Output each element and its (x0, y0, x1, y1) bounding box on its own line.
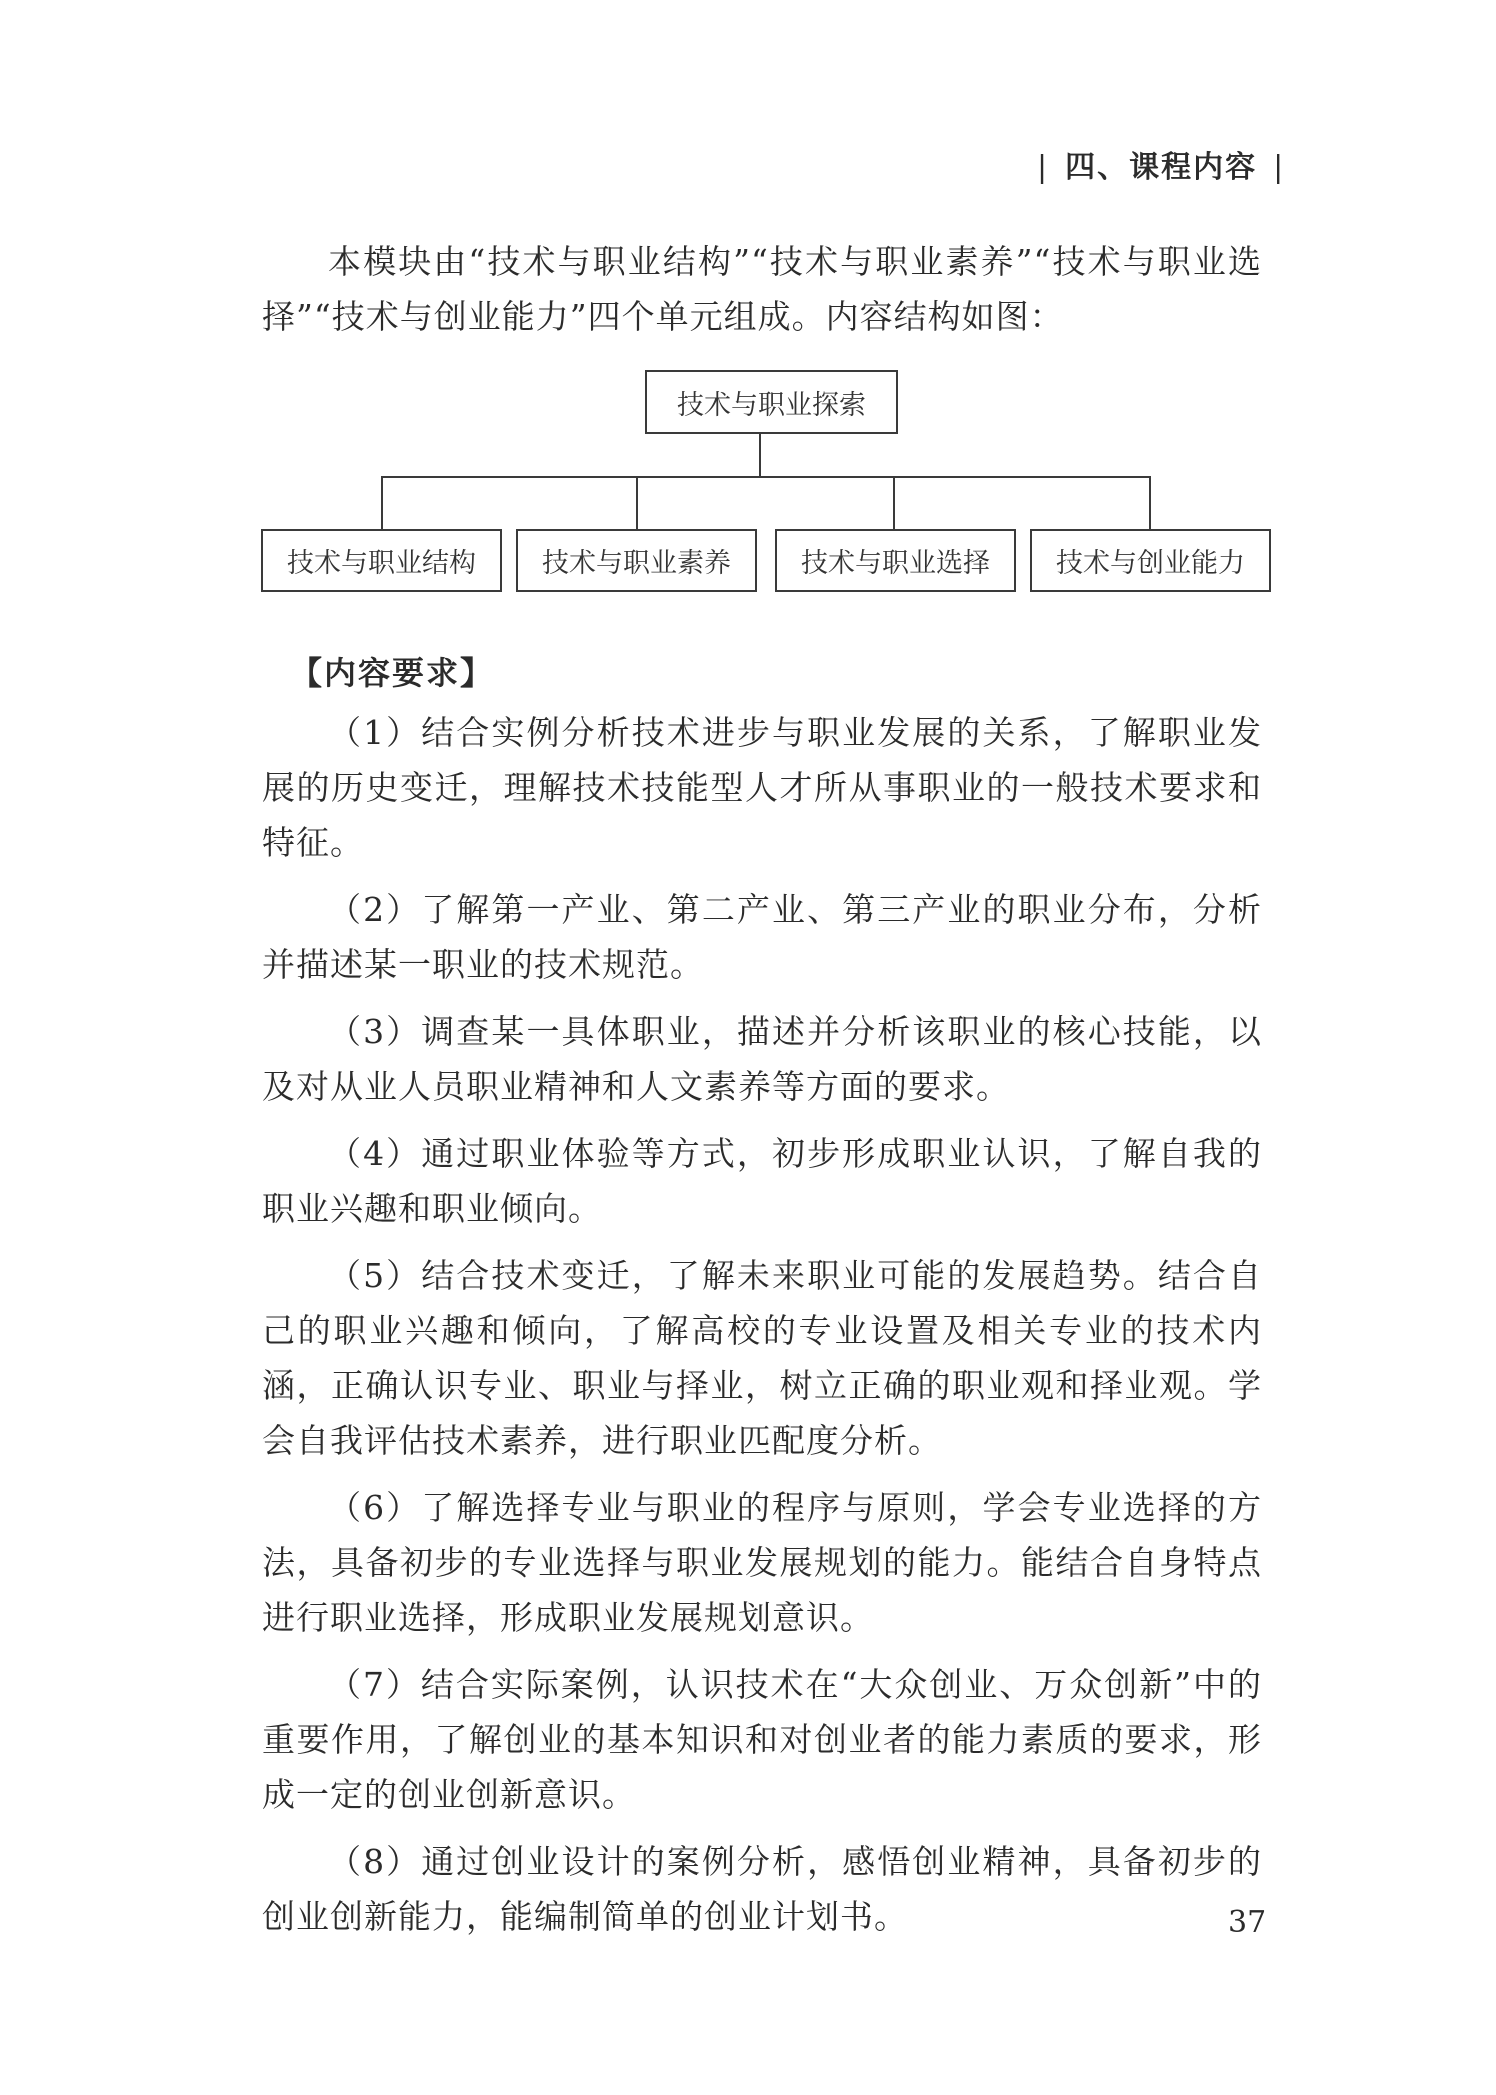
connector-child-3 (893, 476, 895, 530)
diagram-root-node: 技术与职业探索 (645, 370, 898, 434)
diagram-child-node: 技术与职业素养 (516, 529, 757, 592)
connector-horizontal (381, 476, 1151, 478)
connector-root-down (759, 432, 761, 477)
diagram-child-node: 技术与创业能力 (1030, 529, 1271, 592)
header-right-rule: | (1273, 150, 1286, 185)
requirement-item: （1）结合实例分析技术进步与职业发展的关系，了解职业发展的历史变迁，理解技术技能型人才所从事职业的一般技术要求和特征。 (262, 713, 1262, 862)
diagram-child-node: 技术与职业选择 (775, 529, 1016, 592)
requirement-item: （7）结合实际案例，认识技术在“大众创业、万众创新”中的重要作用，了解创业的基本知识和对创业者的能力素质的要求，形成一定的创业创新意识。 (262, 1665, 1262, 1814)
requirement-item: （6）了解选择专业与职业的程序与原则，学会专业选择的方法，具备初步的专业选择与职业发展规划的能力。能结合自身特点进行职业选择，形成职业发展规划意识。 (262, 1488, 1262, 1637)
requirement-item: （2）了解第一产业、第二产业、第三产业的职业分布，分析并描述某一职业的技术规范。 (262, 890, 1262, 984)
requirements-list (262, 705, 1262, 1956)
page-number: 37 (1228, 1905, 1267, 1940)
header-title: 四、课程内容 (1065, 150, 1258, 185)
requirement-item: （5）结合技术变迁，了解未来职业可能的发展趋势。结合自己的职业兴趣和倾向，了解高校的专业设置及相关专业的技术内涵，正确认识专业、职业与择业，树立正确的职业观和择业观。学会自我评估技术素养，进行职业匹配度分析。 (262, 1256, 1262, 1460)
connector-child-2 (636, 476, 638, 530)
diagram-child-node: 技术与职业结构 (261, 529, 502, 592)
running-header (1037, 142, 1285, 186)
requirement-item: （8）通过创业设计的案例分析，感悟创业精神，具备初步的创业创新能力，能编制简单的创业计划书。 (262, 1842, 1262, 1936)
intro-paragraph: 本模块由“技术与职业结构”“技术与职业素养”“技术与职业选择”“技术与创业能力”四个单元组成。内容结构如图： (262, 242, 1262, 336)
requirement-item: （4）通过职业体验等方式，初步形成职业认识，了解自我的职业兴趣和职业倾向。 (262, 1134, 1262, 1228)
connector-child-1 (381, 476, 383, 530)
requirement-item: （3）调查某一具体职业，描述并分析该职业的核心技能，以及对从业人员职业精神和人文素养等方面的要求。 (262, 1012, 1262, 1106)
header-left-rule: | (1037, 150, 1050, 185)
section-heading: 【内容要求】 (290, 654, 495, 692)
connector-child-4 (1149, 476, 1151, 530)
